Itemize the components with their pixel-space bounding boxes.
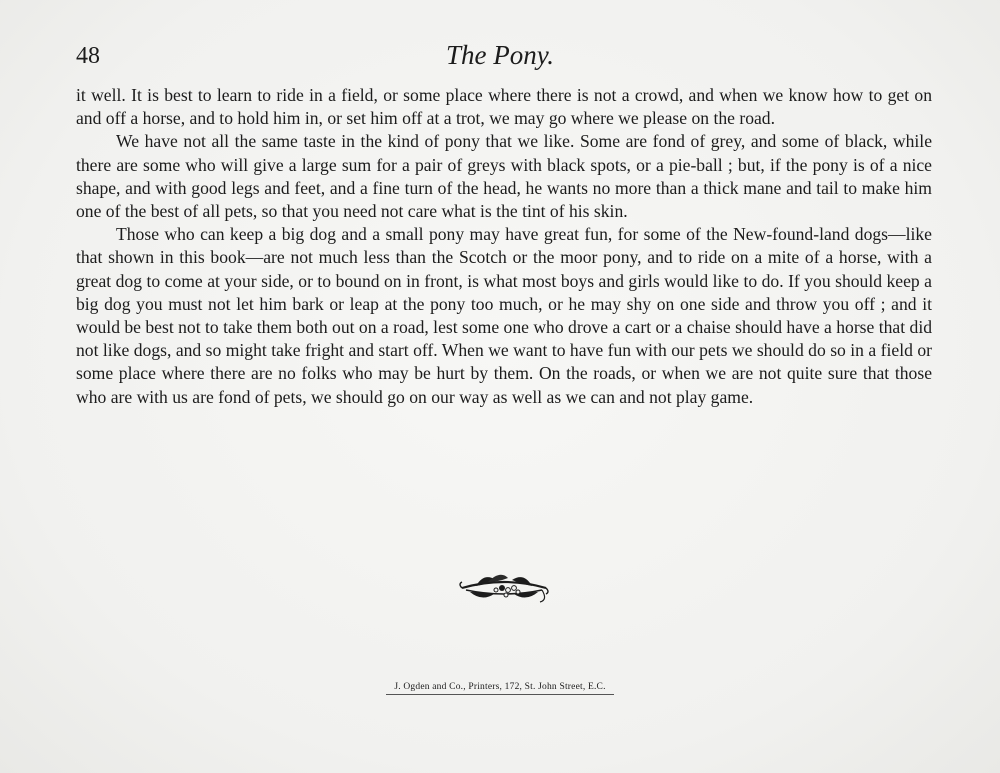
floral-vignette-icon (456, 568, 552, 608)
paragraph-continuation: it well. It is best to learn to ride in a field, or some place where there is not a crowd, and when we know how to get on and off a horse, and to hold him in, or set him off at a trot, we may go where we please on the road. (76, 85, 932, 129)
body-text (76, 84, 932, 409)
paragraph-dog-and-pony: Those who can keep a big dog and a small pony may have great fun, for some of the New-found-land dogs—like that shown in this book—are not much less than the Scotch or the moor pony, and to ride on a mite of a horse, with a great dog to come at your side, or to bound on in front, is what most boys and girls would like to do. If you should keep a big dog you must not let him bark or leap at the pony too much, or he may shy on one side and throw you off ; and it would be best not to take them both out on a road, lest some one who drove a cart or a chaise should have a horse that did not like dogs, and so might take fright and start off. When we want to have fun with our pets we should do so in a field or some place where there are no folks who may be hurt by them. On the roads, or when we are not quite sure that those who are with us are fond of pets, we should go on our way as well as we can and not play game. (76, 224, 933, 407)
paragraph-pony-colours: We have not all the same taste in the kind of pony that we like. Some are fond of grey, and some of black, while there are some who will give a large sum for a pair of greys with black spots, or a pie-ball ; but, if the pony is of a nice shape, and with good legs and feet, and a fine turn of the head, he wants no more than a thick mane and tail to make him one of the best of all pets, so that you need not care what is the tint of his skin. (76, 131, 932, 222)
printer-imprint: J. Ogden and Co., Printers, 172, St. John Street, E.C. (394, 682, 606, 692)
page-number: 48 (76, 43, 100, 69)
imprint-rule (386, 694, 614, 695)
running-title: The Pony. (446, 40, 554, 70)
